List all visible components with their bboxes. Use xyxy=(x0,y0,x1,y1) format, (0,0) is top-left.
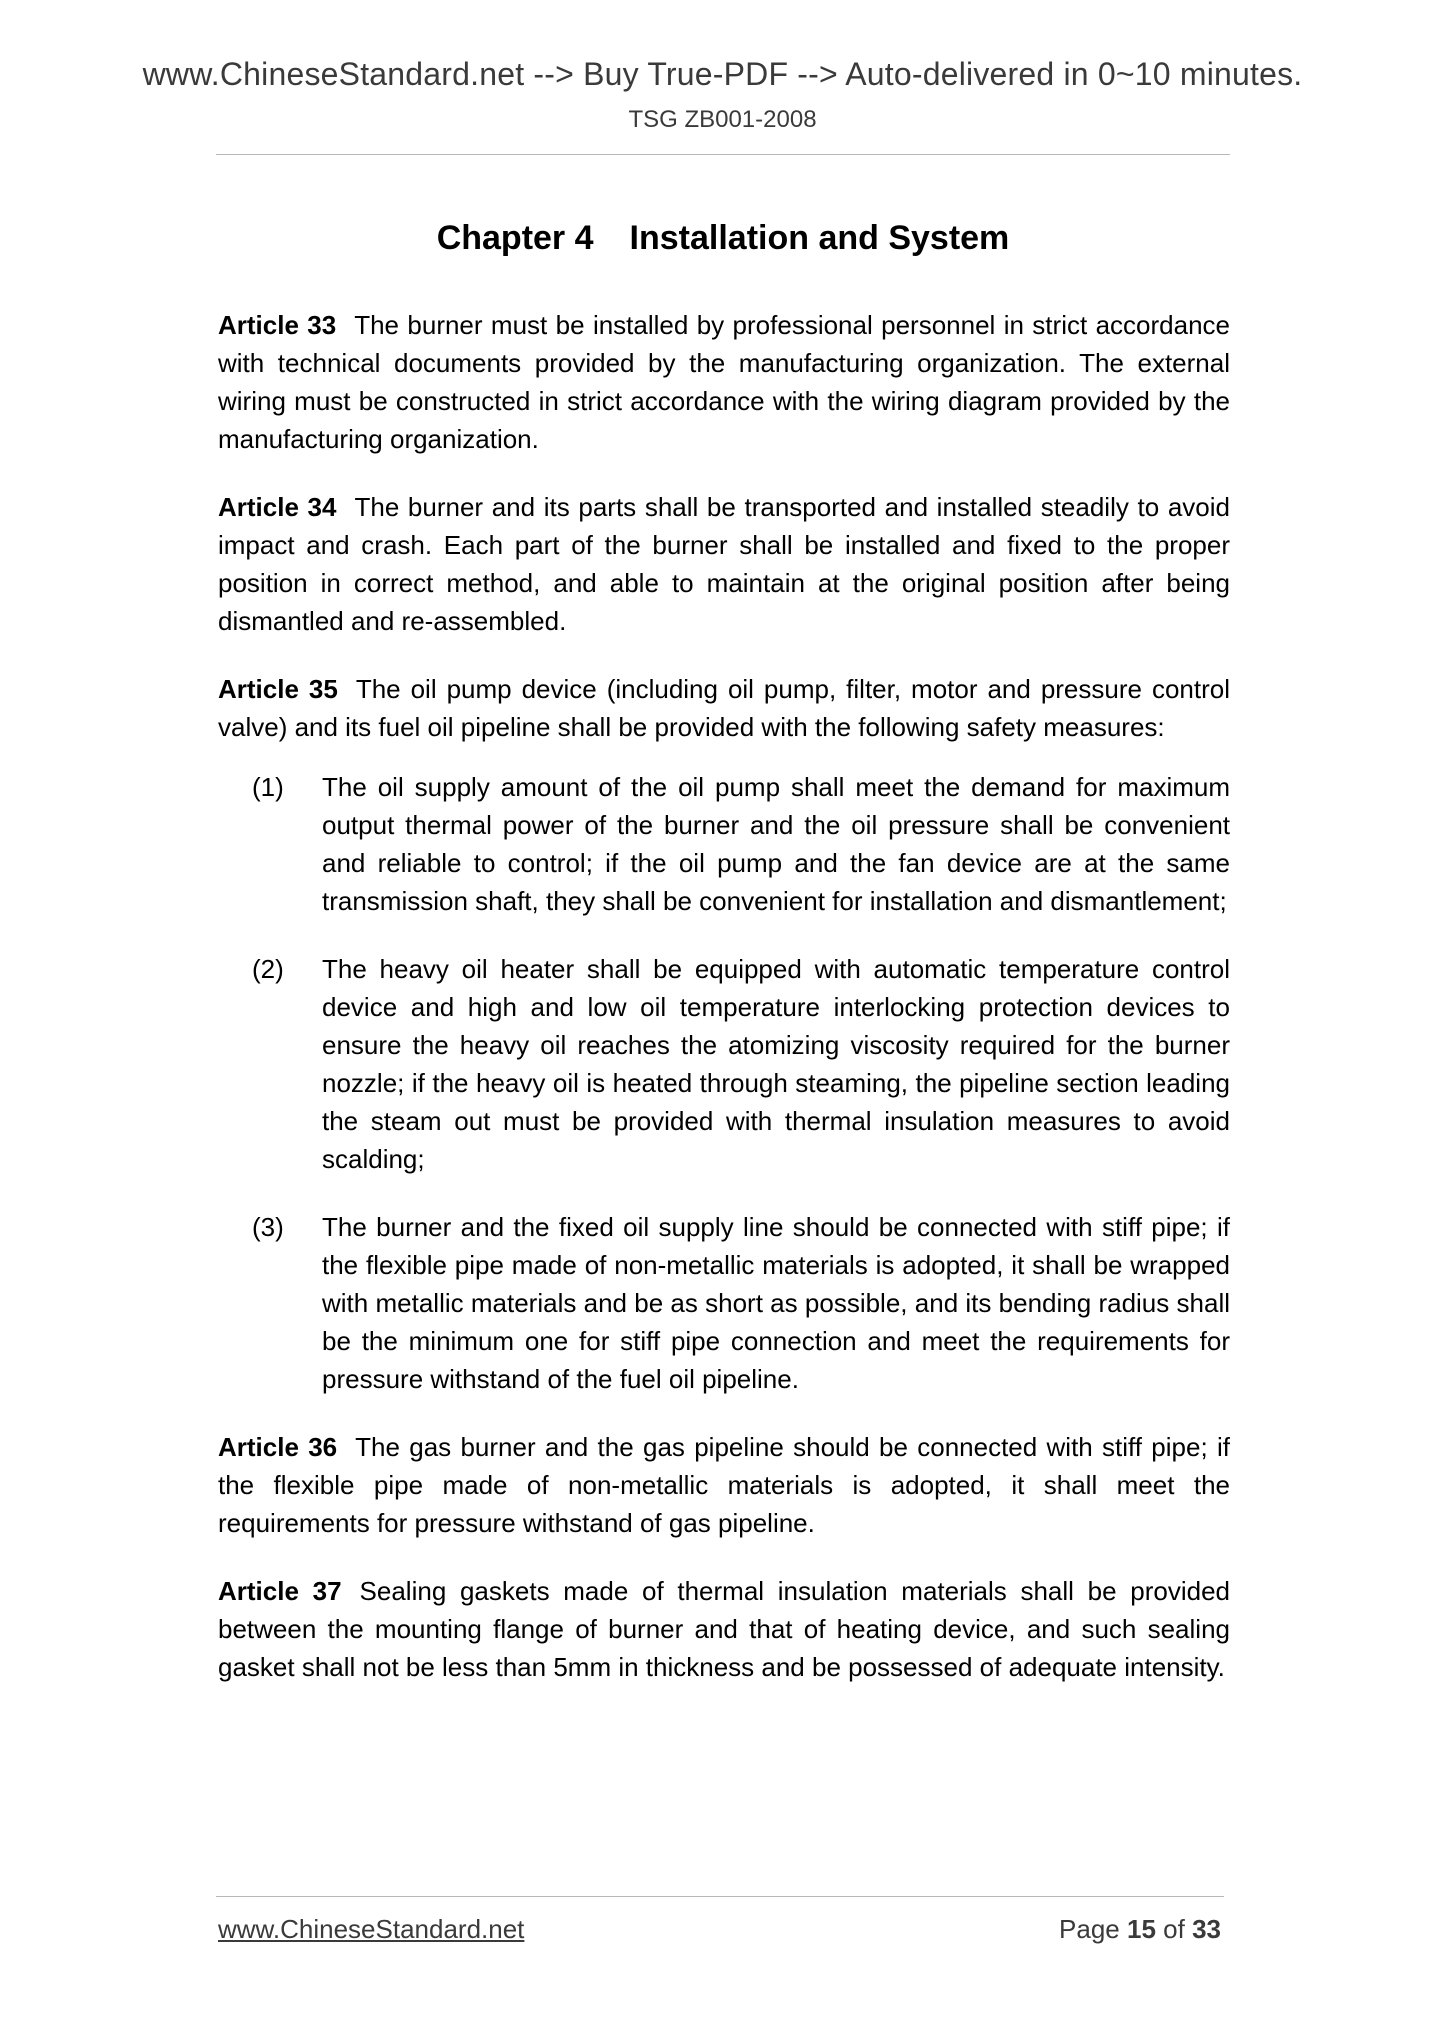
body-text xyxy=(218,306,1230,1716)
chapter-name: Installation and System xyxy=(629,219,1010,257)
header-banner: www.ChineseStandard.net --> Buy True-PDF --> Auto-delivered in 0~10 minutes. xyxy=(142,56,1303,92)
footer-website-link[interactable]: www.ChineseStandard.net xyxy=(218,1914,525,1944)
article-text: The burner must be installed by professional personnel in strict accordance with technical documents provided by the manufacturing organization. The external wiring must be constructed in strict accordance with the wiring diagram provided by the manufacturing organization. xyxy=(218,310,1230,454)
article-text: The gas burner and the gas pipeline should be connected with stiff pipe; if the flexible pipe made of non-metallic materials is adopted, it shall meet the requirements for pressure withstand of gas pipeline. xyxy=(218,1432,1230,1538)
article-label: Article 37 xyxy=(218,1576,342,1606)
page-prefix: Page xyxy=(1059,1914,1120,1944)
article-text: The burner and its parts shall be transported and installed steadily to avoid impact and crash. Each part of the burner shall be installed and fixed to the proper position in correct method, and able to maintain at the original position after being dismantled and re-assembled. xyxy=(218,492,1230,636)
list-item xyxy=(218,768,1230,920)
article-label: Article 36 xyxy=(218,1432,338,1462)
article-36 xyxy=(218,1428,1230,1542)
chapter-number: Chapter 4 xyxy=(436,219,594,257)
list-item-text: The heavy oil heater shall be equipped with automatic temperature control device and high and low oil temperature interlocking protection devices to ensure the heavy oil reaches the atomizing viscosity required for the burner nozzle; if the heavy oil is heated through steaming, the pipeline section leading the steam out must be provided with thermal insulation measures to avoid scalding; xyxy=(322,954,1230,1174)
page-of: of xyxy=(1163,1914,1185,1944)
article-label: Article 33 xyxy=(218,310,337,340)
list-item xyxy=(218,1208,1230,1398)
chapter-title xyxy=(216,219,1230,258)
list-item-number: (1) xyxy=(252,772,284,802)
page-current: 15 xyxy=(1127,1914,1156,1944)
list-item-text: The oil supply amount of the oil pump shall meet the demand for maximum output thermal power of the burner and the oil pressure shall be convenient and reliable to control; if the oil pump and the fan device are at the same transmission shaft, they shall be convenient for installation and dismantlement; xyxy=(322,772,1230,916)
article-label: Article 35 xyxy=(218,674,338,704)
article-35 xyxy=(218,670,1230,746)
article-text: The oil pump device (including oil pump, filter, motor and pressure control valve) and its fuel oil pipeline shall be provided with the following safety measures: xyxy=(218,674,1230,742)
list-item-number: (2) xyxy=(252,954,284,984)
article-label: Article 34 xyxy=(218,492,337,522)
article-33 xyxy=(218,306,1230,458)
header-divider xyxy=(216,154,1230,155)
article-35-list xyxy=(218,768,1230,1398)
footer-divider xyxy=(216,1896,1224,1897)
article-37 xyxy=(218,1572,1230,1686)
list-item xyxy=(218,950,1230,1178)
article-text: Sealing gaskets made of thermal insulation materials shall be provided between the mounting flange of burner and that of heating device, and such sealing gasket shall not be less than 5mm in thickness and be possessed of adequate intensity. xyxy=(218,1576,1230,1682)
list-item-number: (3) xyxy=(252,1212,284,1242)
article-34 xyxy=(218,488,1230,640)
list-item-text: The burner and the fixed oil supply line should be connected with stiff pipe; if the flexible pipe made of non-metallic materials is adopted, it shall be wrapped with metallic materials and be as short as possible, and its bending radius shall be the minimum one for stiff pipe connection and meet the requirements for pressure withstand of the fuel oil pipeline. xyxy=(322,1212,1230,1394)
page-total: 33 xyxy=(1192,1914,1221,1944)
standard-code: TSG ZB001-2008 xyxy=(628,106,817,133)
page-number xyxy=(1059,1914,1221,1945)
